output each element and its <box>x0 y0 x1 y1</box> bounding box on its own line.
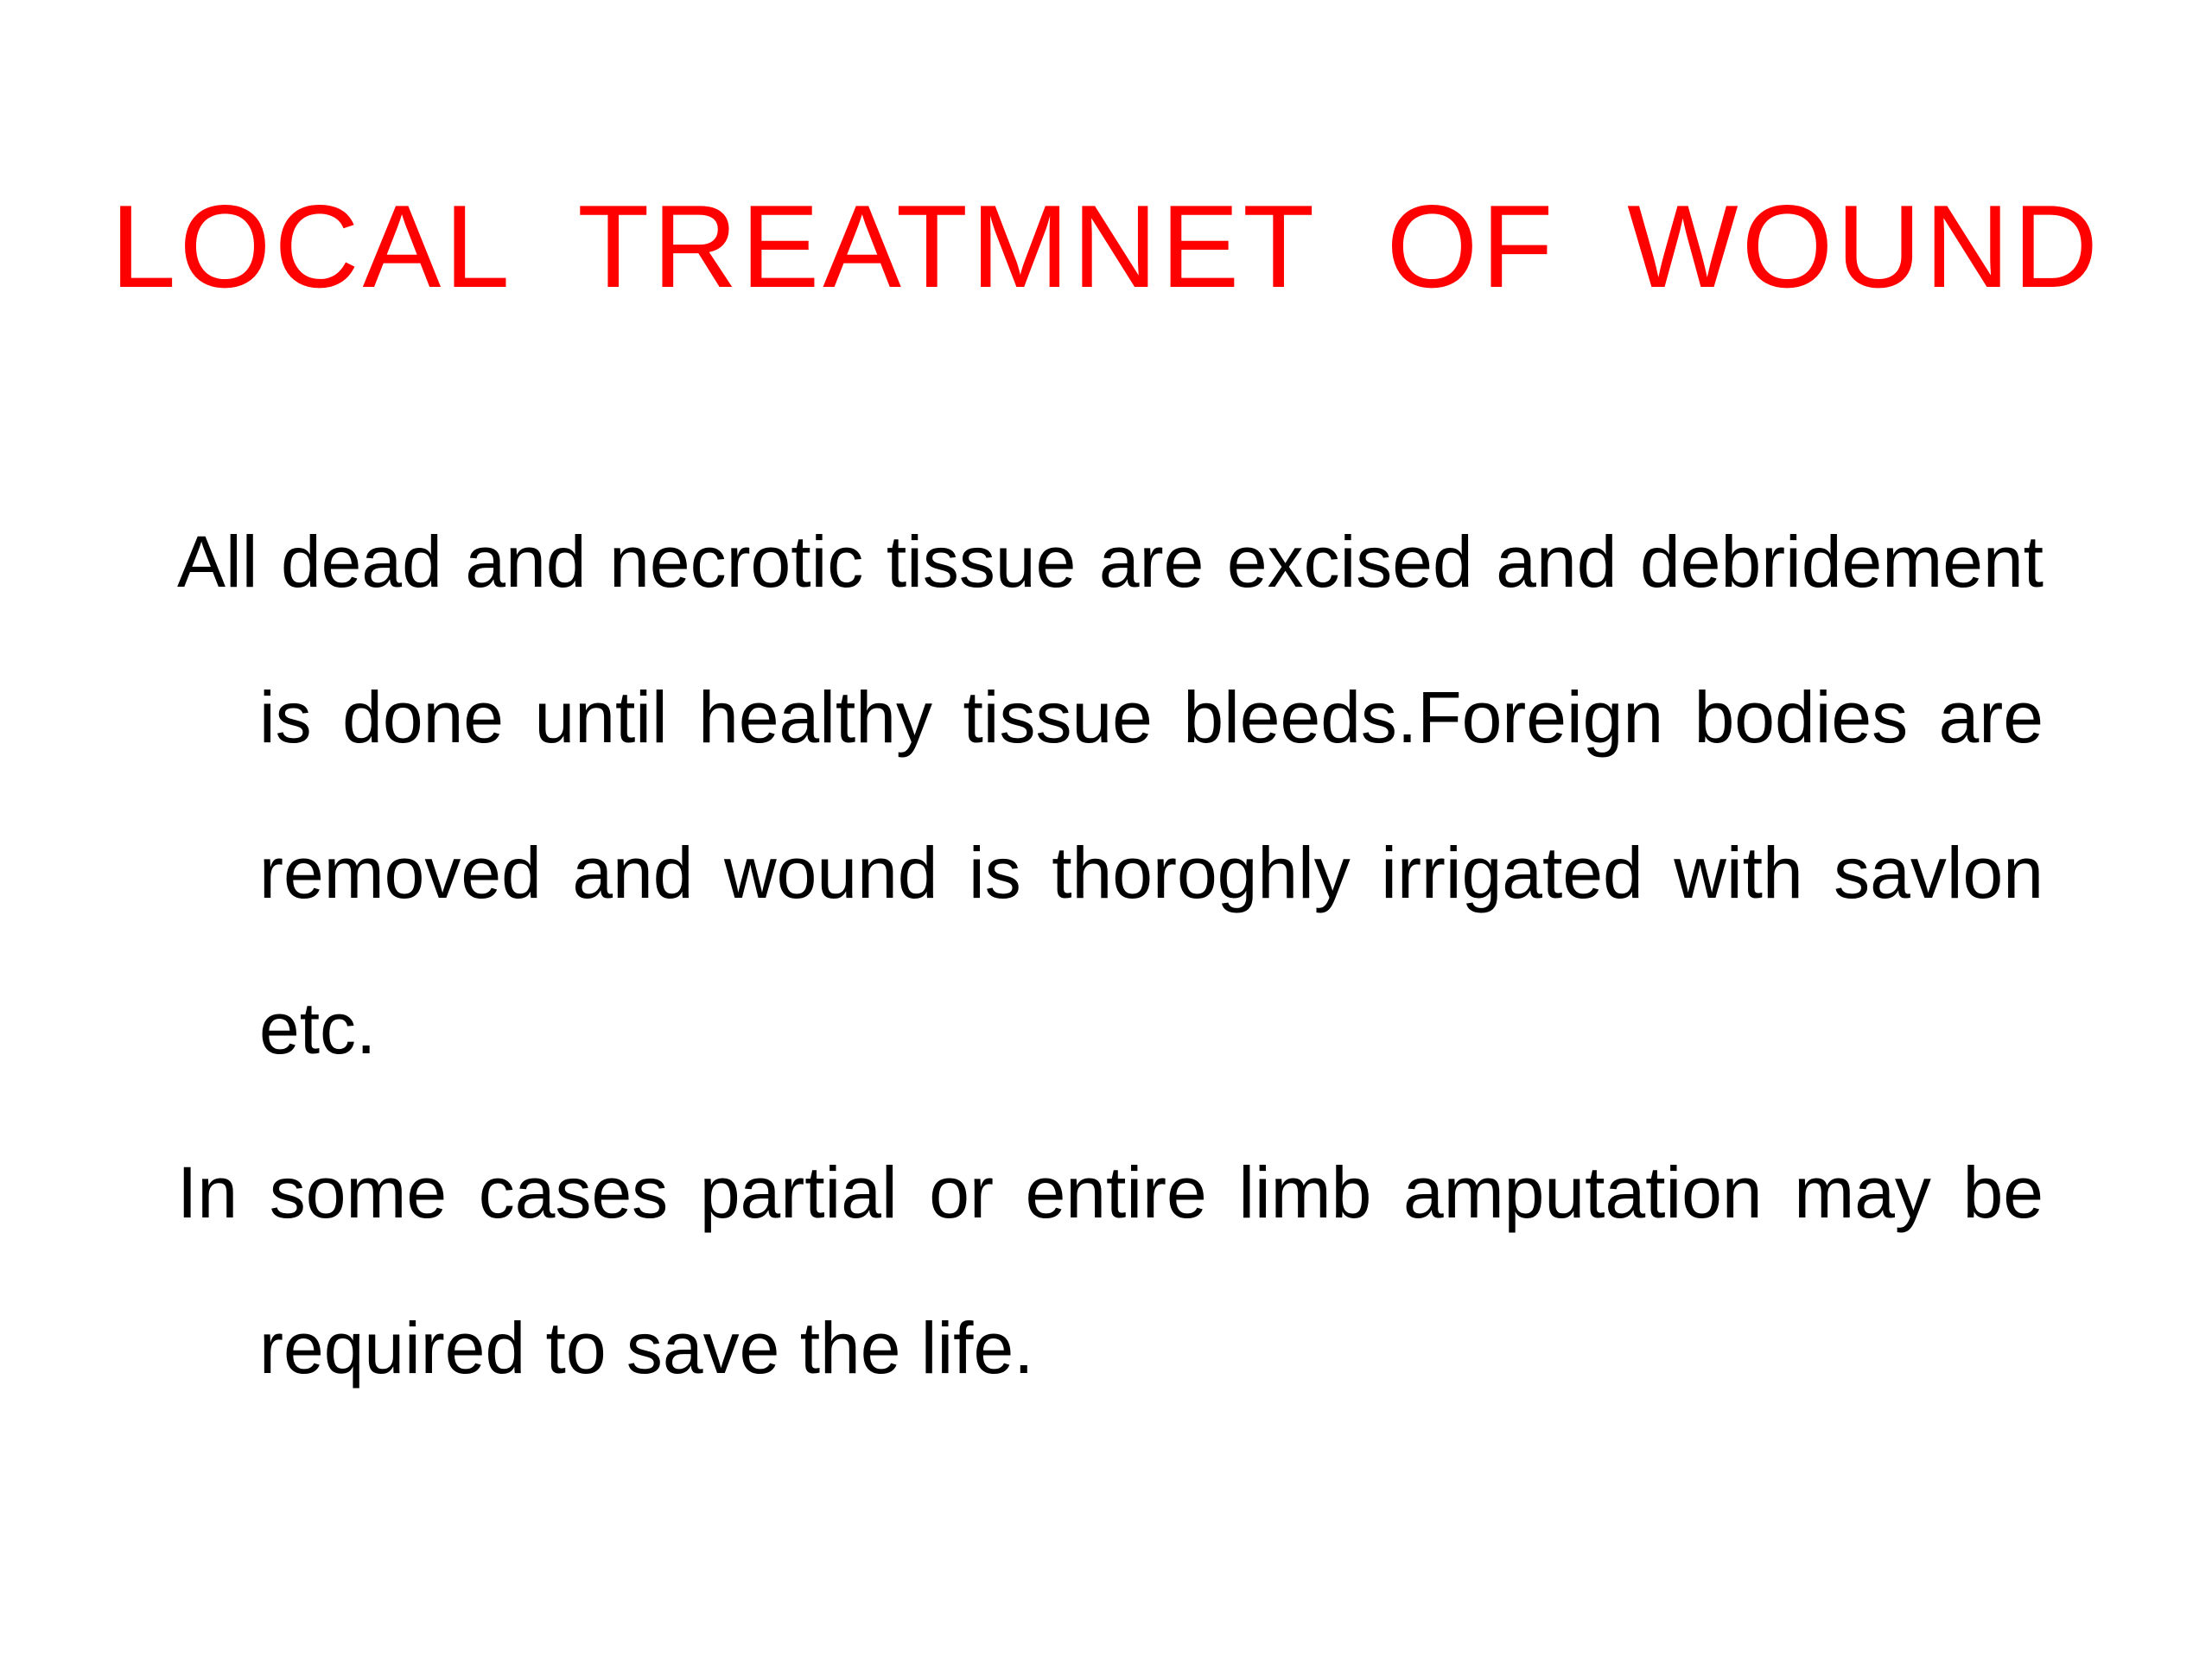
paragraph-debridement: All dead and necrotic tissue are excised and debridement is done until healthy tissue bleeds.Foreign bodies are removed and wound is thoroghly irrigated with savlon etc. <box>177 521 2044 1069</box>
slide-body <box>177 484 2044 1434</box>
slide-title: LOCAL TREATMNET OF WOUND <box>110 181 2101 312</box>
paragraph-amputation: In some cases partial or entire limb amputation may be required to save the life. <box>177 1152 2044 1389</box>
